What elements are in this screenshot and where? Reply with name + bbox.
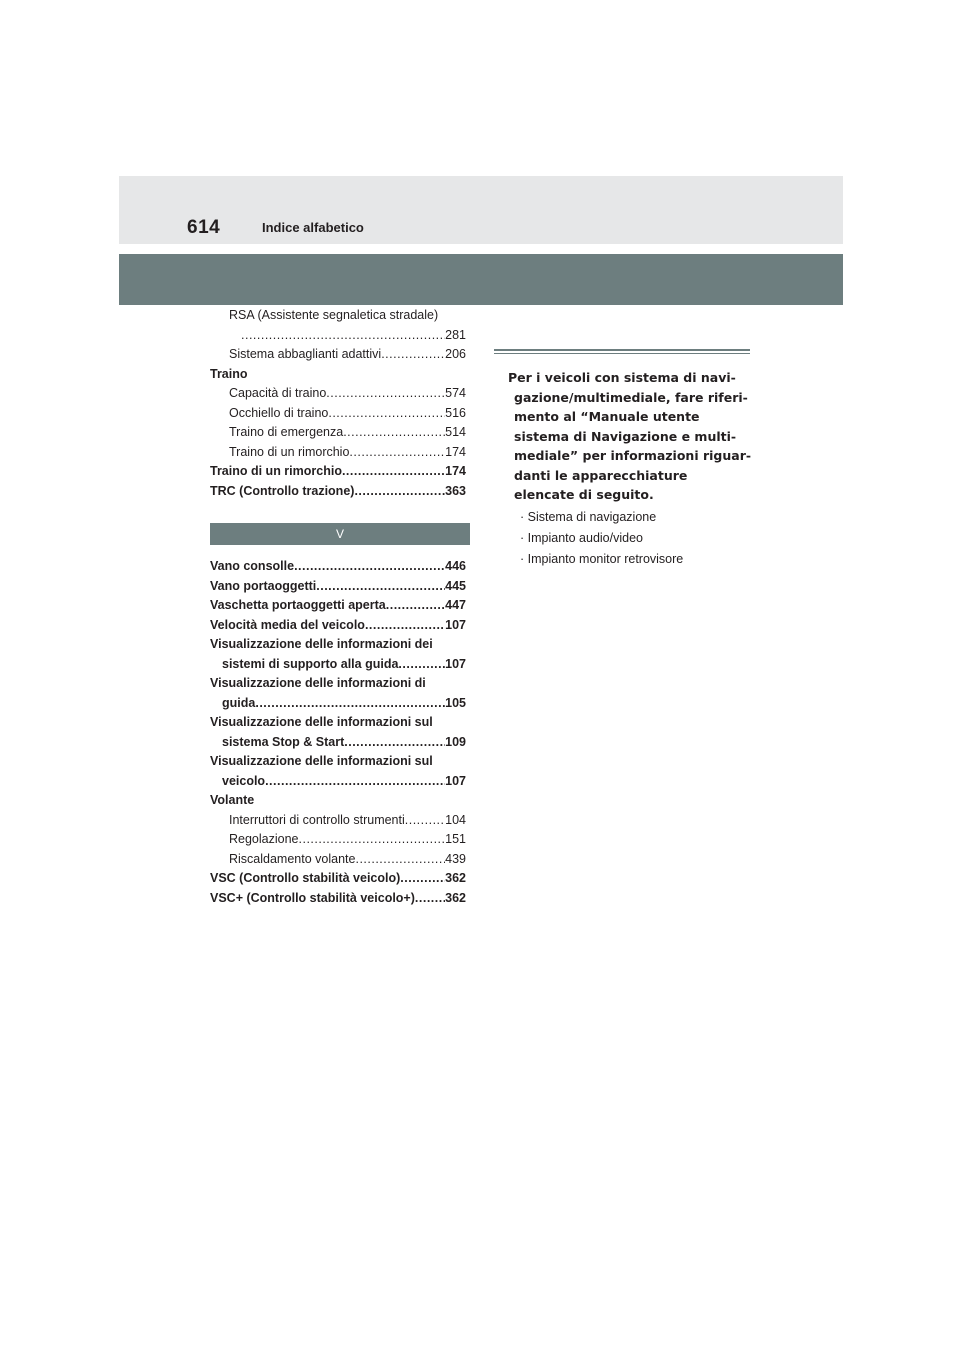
index-entry-continued[interactable]: sistemi di supporto alla guida ..... 107 bbox=[210, 655, 466, 675]
header-band bbox=[119, 176, 843, 244]
section-header-v: V bbox=[210, 523, 470, 545]
list-item: · Impianto audio/video bbox=[520, 530, 643, 545]
index-entry[interactable]: Occhiello di traino ..... 516 bbox=[210, 404, 466, 424]
index-entry[interactable]: Traino di un rimorchio ..... 174 bbox=[210, 443, 466, 463]
page-ref: 281 bbox=[445, 327, 466, 342]
index-entry[interactable]: Velocità media del veicolo ..... 107 bbox=[210, 616, 466, 636]
page-number: 614 bbox=[187, 217, 221, 238]
bullet-list bbox=[520, 507, 750, 570]
page-title: Indice alfabetico bbox=[262, 220, 364, 235]
index-entry[interactable]: Regolazione ..... 151 bbox=[210, 830, 466, 850]
leader-dots bbox=[241, 326, 445, 346]
index-entry-continued[interactable]: sistema Stop & Start ..... 109 bbox=[210, 733, 466, 753]
index-entry[interactable]: Capacità di traino ..... 574 bbox=[210, 384, 466, 404]
index-entry: RSA (Assistente segnaletica stradale) bbox=[229, 308, 439, 322]
index-entry[interactable]: Vano consolle ..... 446 bbox=[210, 557, 466, 577]
index-left-column bbox=[210, 306, 466, 908]
index-entry[interactable]: Vaschetta portaoggetti aperta ..... 447 bbox=[210, 596, 466, 616]
index-entry[interactable]: VSC (Controllo stabilità veicolo) ..... 362 bbox=[210, 869, 466, 889]
index-heading: Traino bbox=[210, 366, 248, 381]
index-entry[interactable]: Sistema abbaglianti adattivi ..... 206 bbox=[210, 345, 466, 365]
note-text: Per i veicoli con sistema di navi- gazione/multimediale, fare riferi- mento al “Manuale utente sistema di Navigazione e multi- mediale” per informazioni riguar- danti le apparecchiature elencate di seguito. bbox=[508, 370, 752, 502]
index-entry[interactable]: VSC+ (Controllo stabilità veicolo+) ..... 362 bbox=[210, 889, 466, 909]
navigation-note bbox=[494, 349, 750, 570]
list-item: · Impianto monitor retrovisore bbox=[520, 551, 684, 566]
index-entry[interactable] bbox=[210, 326, 466, 346]
index-entry[interactable]: Traino di un rimorchio ..... 174 bbox=[210, 462, 466, 482]
index-entry-continued[interactable]: veicolo ..... 107 bbox=[210, 772, 466, 792]
index-entry[interactable]: TRC (Controllo trazione) ..... 363 bbox=[210, 482, 466, 502]
index-entry[interactable]: Visualizzazione delle informazioni sul bbox=[210, 754, 433, 768]
index-entry[interactable]: Visualizzazione delle informazioni di bbox=[210, 676, 426, 690]
index-entry-continued[interactable]: guida ..... 105 bbox=[210, 694, 466, 714]
header-bar bbox=[119, 254, 843, 305]
list-item: · Sistema di navigazione bbox=[520, 509, 657, 524]
divider bbox=[494, 349, 750, 351]
index-entry[interactable]: Traino di emergenza ..... 514 bbox=[210, 423, 466, 443]
index-entry[interactable]: Riscaldamento volante ..... 439 bbox=[210, 850, 466, 870]
index-entry[interactable]: Vano portaoggetti ..... 445 bbox=[210, 577, 466, 597]
divider bbox=[494, 353, 750, 354]
index-heading: Volante bbox=[210, 793, 255, 807]
index-entry[interactable]: Visualizzazione delle informazioni dei bbox=[210, 637, 433, 651]
index-entry[interactable]: Interruttori di controllo strumenti ..... 104 bbox=[210, 811, 466, 831]
index-entry[interactable]: Visualizzazione delle informazioni sul bbox=[210, 715, 433, 729]
